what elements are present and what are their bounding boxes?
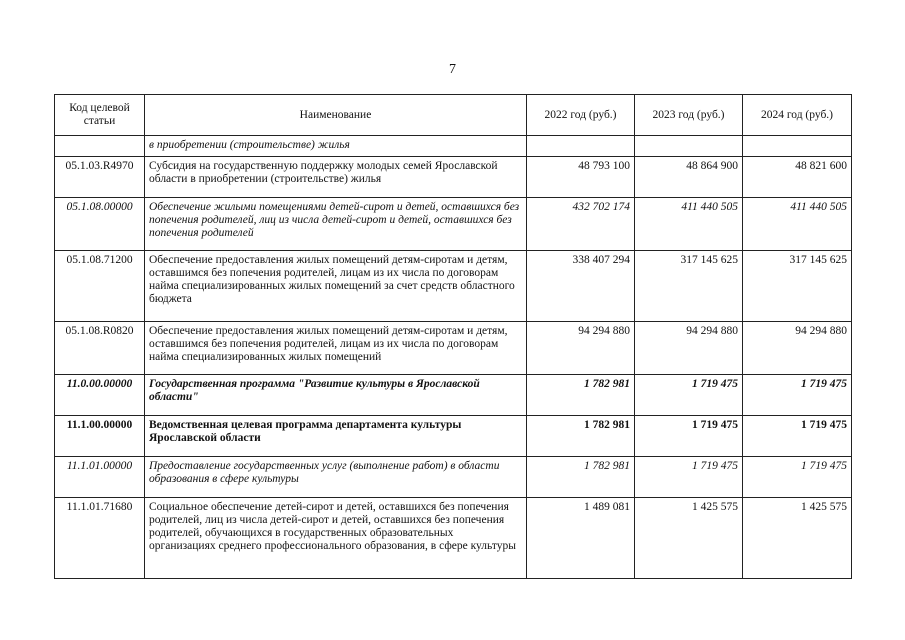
row-value-2023: 94 294 880 <box>635 322 743 375</box>
page-number: 7 <box>449 62 456 77</box>
row-value-2022: 1 782 981 <box>527 457 635 498</box>
header-2022: 2022 год (руб.) <box>527 95 635 136</box>
row-value-2022: 94 294 880 <box>527 322 635 375</box>
table-row <box>55 375 852 416</box>
table-body <box>55 136 852 579</box>
row-value-2024: 1 719 475 <box>743 457 852 498</box>
row-code: 05.1.03.R4970 <box>55 157 145 198</box>
table-row <box>55 136 852 157</box>
row-code <box>55 136 145 157</box>
row-value-2023: 317 145 625 <box>635 251 743 322</box>
table-row <box>55 198 852 251</box>
row-name: Обеспечение жилыми помещениями детей-сирот и детей, оставшихся без попечения родителей, лиц из числа детей-сирот и детей, оставшихся без попечения родителей <box>145 198 527 251</box>
row-value-2024: 411 440 505 <box>743 198 852 251</box>
row-value-2023: 1 719 475 <box>635 457 743 498</box>
row-value-2022: 432 702 174 <box>527 198 635 251</box>
row-code: 05.1.08.R0820 <box>55 322 145 375</box>
row-value-2022 <box>527 136 635 157</box>
row-value-2022: 1 489 081 <box>527 498 635 579</box>
row-name: Обеспечение предоставления жилых помещений детям-сиротам и детям, оставшимся без попечения родителей, лицам из их числа по договорам найма специализированных жилых помещений за счет средств областного бюджета <box>145 251 527 322</box>
budget-table <box>54 94 852 579</box>
row-value-2022: 48 793 100 <box>527 157 635 198</box>
header-code: Код целевой статьи <box>55 95 145 136</box>
table-row <box>55 251 852 322</box>
row-value-2024: 1 719 475 <box>743 416 852 457</box>
row-name: Ведомственная целевая программа департамента культуры Ярославской области <box>145 416 527 457</box>
row-value-2023: 1 719 475 <box>635 375 743 416</box>
row-name: Обеспечение предоставления жилых помещений детям-сиротам и детям, оставшимся без попечения родителей, лицам из их числа по договорам найма специализированных жилых помещений <box>145 322 527 375</box>
table-row <box>55 322 852 375</box>
row-value-2024: 1 425 575 <box>743 498 852 579</box>
row-value-2024 <box>743 136 852 157</box>
table-row <box>55 457 852 498</box>
row-value-2022: 338 407 294 <box>527 251 635 322</box>
row-value-2022: 1 782 981 <box>527 416 635 457</box>
row-code: 11.0.00.00000 <box>55 375 145 416</box>
row-value-2022: 1 782 981 <box>527 375 635 416</box>
row-name: Предоставление государственных услуг (выполнение работ) в области образования в сфере культуры <box>145 457 527 498</box>
row-value-2024: 48 821 600 <box>743 157 852 198</box>
header-name: Наименование <box>145 95 527 136</box>
row-code: 11.1.01.71680 <box>55 498 145 579</box>
row-name: Социальное обеспечение детей-сирот и детей, оставшихся без попечения родителей, лиц из числа детей-сирот и детей, оставшихся без попечения родителей, обучающихся в государственных образовательных организациях среднего профессионального образования, в сфере культуры <box>145 498 527 579</box>
row-value-2023: 48 864 900 <box>635 157 743 198</box>
row-code: 05.1.08.71200 <box>55 251 145 322</box>
row-value-2023: 1 425 575 <box>635 498 743 579</box>
row-code: 11.1.01.00000 <box>55 457 145 498</box>
row-value-2023: 411 440 505 <box>635 198 743 251</box>
row-code: 05.1.08.00000 <box>55 198 145 251</box>
table-row <box>55 157 852 198</box>
row-code: 11.1.00.00000 <box>55 416 145 457</box>
row-name: Государственная программа "Развитие культуры в Ярославской области" <box>145 375 527 416</box>
header-2023: 2023 год (руб.) <box>635 95 743 136</box>
row-value-2024: 94 294 880 <box>743 322 852 375</box>
row-value-2024: 1 719 475 <box>743 375 852 416</box>
row-value-2023 <box>635 136 743 157</box>
row-value-2024: 317 145 625 <box>743 251 852 322</box>
header-2024: 2024 год (руб.) <box>743 95 852 136</box>
row-value-2023: 1 719 475 <box>635 416 743 457</box>
row-name: в приобретении (строительстве) жилья <box>145 136 527 157</box>
table-row <box>55 498 852 579</box>
table-row <box>55 416 852 457</box>
header-row <box>55 95 852 136</box>
row-name: Субсидия на государственную поддержку молодых семей Ярославской области в приобретении (строительстве) жилья <box>145 157 527 198</box>
